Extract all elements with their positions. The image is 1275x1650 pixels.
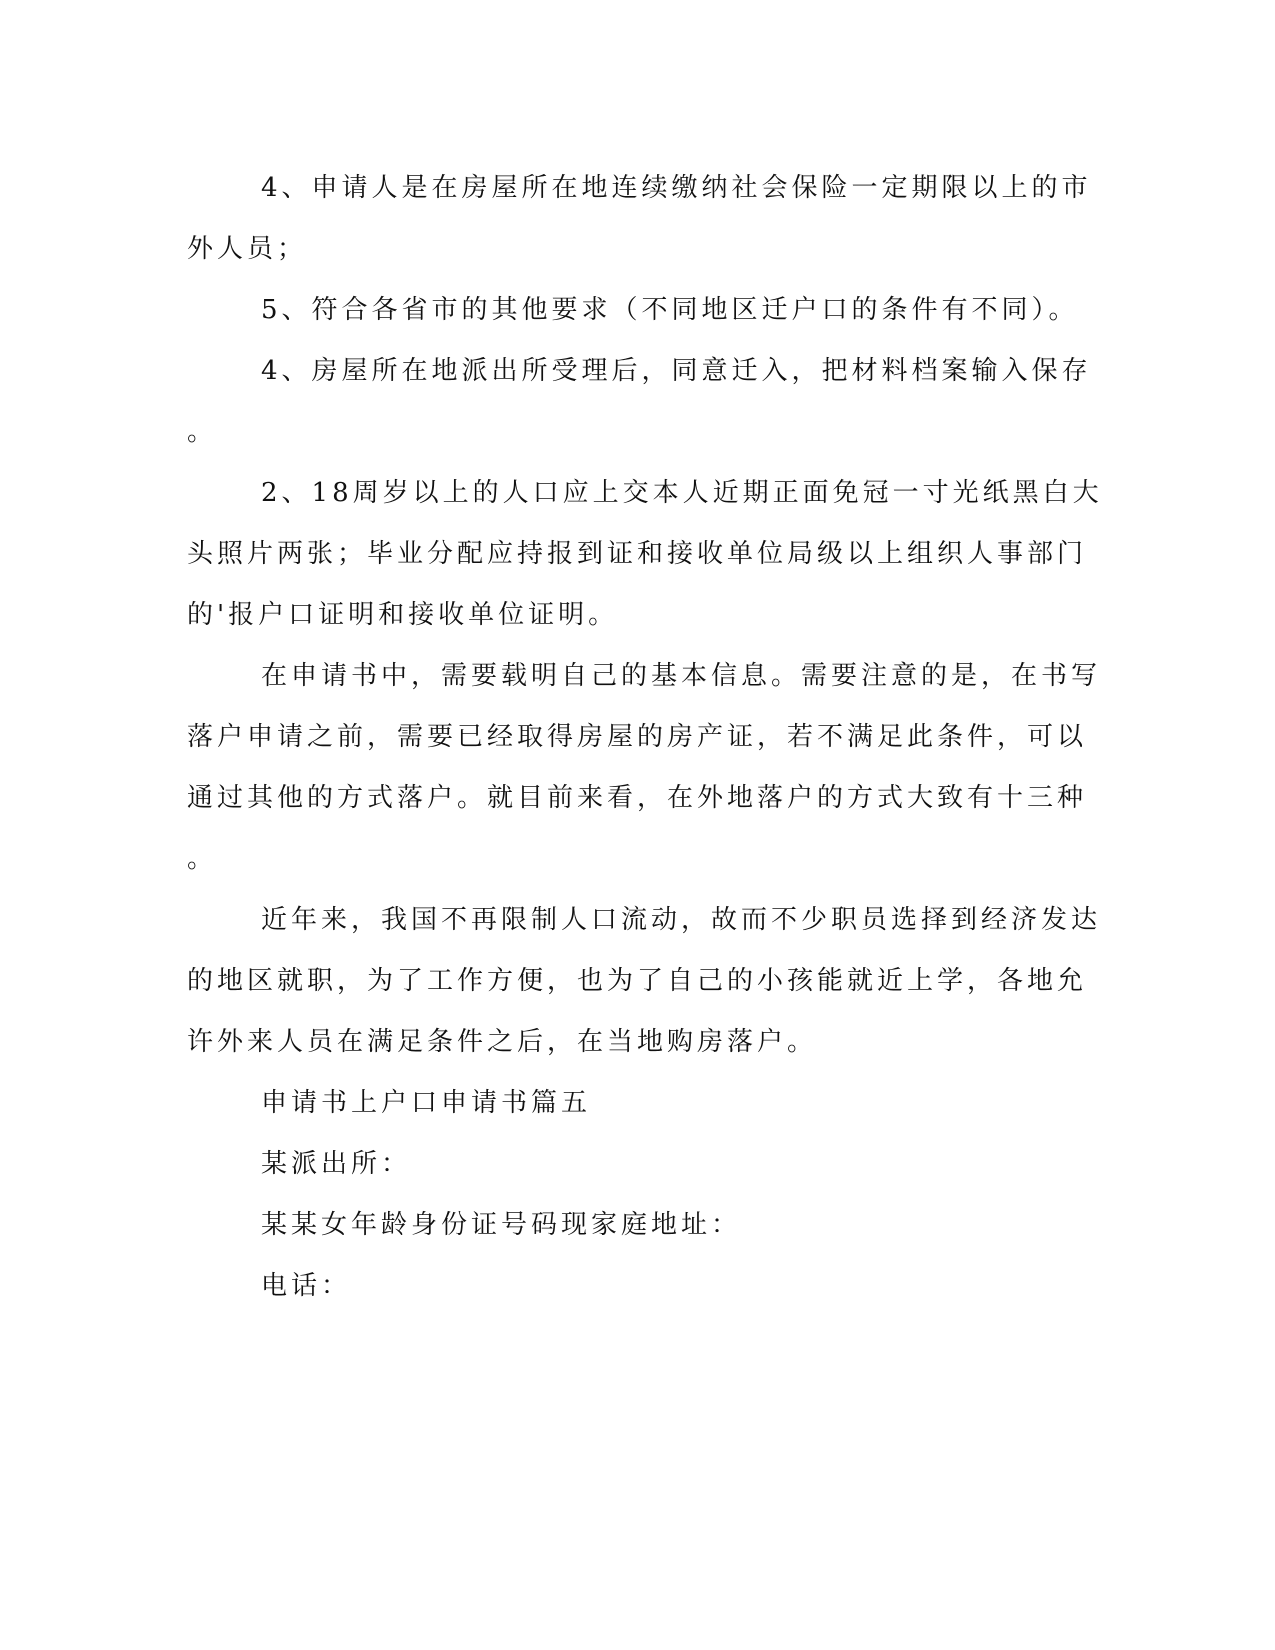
section-heading: 申请书上户口申请书篇五 bbox=[261, 1088, 592, 1118]
text-line: 4、申请人是在房屋所在地连续缴纳社会保险一定期限以上的市 bbox=[261, 173, 1092, 203]
applicant-info-line: 某某女年龄身份证号码现家庭地址： bbox=[261, 1210, 742, 1240]
text-line: 的'报户口证明和接收单位证明。 bbox=[187, 600, 619, 630]
text-line: 。 bbox=[187, 417, 218, 447]
text-line: 近年来，我国不再限制人口流动，故而不少职员选择到经济发达 bbox=[261, 905, 1102, 935]
text-line: 落户申请之前，需要已经取得房屋的房产证，若不满足此条件，可以 bbox=[187, 722, 1088, 752]
text-line: 。 bbox=[187, 844, 218, 874]
text-line: 许外来人员在满足条件之后，在当地购房落户。 bbox=[187, 1027, 818, 1057]
text-line: 2、18周岁以上的人口应上交本人近期正面免冠一寸光纸黑白大 bbox=[261, 478, 1103, 508]
text-line: 4、房屋所在地派出所受理后，同意迁入，把材料档案输入保存 bbox=[261, 356, 1092, 386]
document-body bbox=[187, 158, 1103, 1317]
phone-line: 电话： bbox=[261, 1271, 352, 1301]
text-line: 通过其他的方式落户。就目前来看，在外地落户的方式大致有十三种 bbox=[187, 783, 1088, 813]
text-line: 5、符合各省市的其他要求（不同地区迁户口的条件有不同）。 bbox=[261, 295, 1079, 325]
text-line: 头照片两张；毕业分配应持报到证和接收单位局级以上组织人事部门 bbox=[187, 539, 1088, 569]
text-line: 在申请书中，需要载明自己的基本信息。需要注意的是，在书写 bbox=[261, 661, 1102, 691]
text-line: 外人员； bbox=[187, 234, 308, 264]
addressee-line: 某派出所： bbox=[261, 1149, 412, 1179]
text-line: 的地区就职，为了工作方便，也为了自己的小孩能就近上学，各地允 bbox=[187, 966, 1088, 996]
